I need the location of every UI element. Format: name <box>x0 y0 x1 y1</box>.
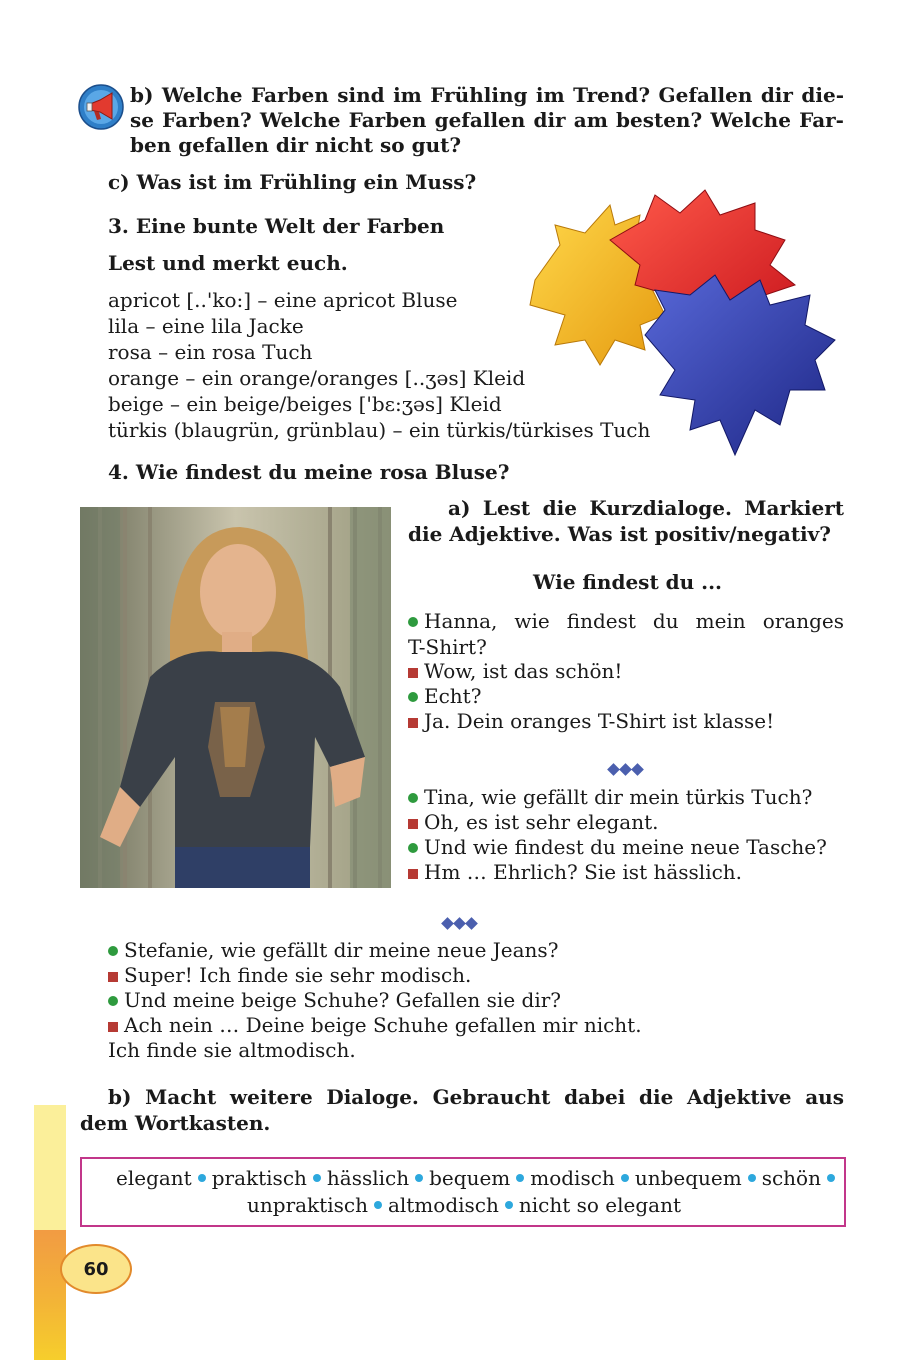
task-b-heading-line: se Farben? Welche Farben gefallen dir am besten? Welche Far- <box>130 108 844 132</box>
task-4b-line: b) Macht weitere Dialoge. Gebraucht dabei die Adjektive aus <box>108 1085 844 1109</box>
dialog-line: Ja. Dein oranges T-Shirt ist klasse! <box>408 708 774 734</box>
word-item: hässlich <box>326 1166 410 1190</box>
section-4-title: 4. Wie findest du meine rosa Bluse? <box>108 460 510 484</box>
dialog-line: Hm … Ehrlich? Sie ist hässlich. <box>408 859 742 885</box>
section-3-title: 3. Eine bunte Welt der Farben <box>108 214 445 238</box>
separator-dot-icon <box>374 1201 382 1209</box>
word-item: unpraktisch <box>247 1193 368 1217</box>
separator-dot-icon <box>198 1174 206 1182</box>
separator-dot-icon <box>748 1174 756 1182</box>
separator-dot-icon <box>505 1201 513 1209</box>
green-bullet-icon <box>408 793 418 803</box>
separator-dot-icon <box>415 1174 423 1182</box>
word-box-row <box>116 1165 841 1191</box>
dialog-line: T-Shirt? <box>408 635 487 659</box>
red-bullet-icon <box>408 718 418 728</box>
dialog-line: Echt? <box>408 683 481 709</box>
word-item: praktisch <box>211 1166 307 1190</box>
task-4b-line: dem Wortkasten. <box>80 1111 271 1135</box>
green-bullet-icon <box>108 946 118 956</box>
side-band-orange <box>34 1230 66 1360</box>
dialog-line: Hanna, wie findest du mein oranges <box>408 609 844 634</box>
separator-dot-icon <box>827 1174 835 1182</box>
word-box <box>80 1157 846 1227</box>
word-item: nicht so elegant <box>518 1193 682 1217</box>
word-item: elegant <box>116 1166 192 1190</box>
color-entry: orange – ein orange/oranges [..ʒəs] Kleid <box>108 366 526 390</box>
page-number: 60 <box>60 1244 132 1294</box>
task-c-heading: c) Was ist im Frühling ein Muss? <box>108 170 477 194</box>
green-bullet-icon <box>408 617 418 627</box>
dialog-separator-icon <box>609 759 645 778</box>
dialog-line: Wow, ist das schön! <box>408 658 622 684</box>
dialog-line: Oh, es ist sehr elegant. <box>408 809 658 835</box>
word-item: schön <box>761 1166 821 1190</box>
color-entry: türkis (blaugrün, grünblau) – ein türkis/türkises Tuch <box>108 418 651 442</box>
red-bullet-icon <box>408 668 418 678</box>
task-4a-line: die Adjektive. Was ist positiv/negativ? <box>408 522 831 546</box>
dialog-line: Ich finde sie altmodisch. <box>108 1038 356 1062</box>
task-b-heading-line: ben gefallen dir nicht so gut? <box>130 133 462 157</box>
photo-girl-in-blouse <box>80 507 391 888</box>
red-bullet-icon <box>408 869 418 879</box>
paint-splash-illustration <box>515 185 845 460</box>
dialog-line: Und meine beige Schuhe? Gefallen sie dir? <box>108 987 561 1013</box>
color-entry: rosa – ein rosa Tuch <box>108 340 313 364</box>
green-bullet-icon <box>108 996 118 1006</box>
word-item: unbequem <box>634 1166 742 1190</box>
red-bullet-icon <box>408 819 418 829</box>
dialog-line: Tina, wie gefällt dir mein türkis Tuch? <box>408 784 812 810</box>
color-entry: lila – eine lila Jacke <box>108 314 304 338</box>
dialog-separator-icon <box>443 913 479 932</box>
color-entry: apricot [..'ko:] – eine apricot Bluse <box>108 288 458 312</box>
task-4a-line: a) Lest die Kurzdialoge. Markiert <box>448 496 844 520</box>
separator-dot-icon <box>621 1174 629 1182</box>
red-bullet-icon <box>108 972 118 982</box>
word-box-row <box>247 1192 681 1218</box>
section-3-instruction: Lest und merkt euch. <box>108 251 348 275</box>
separator-dot-icon <box>516 1174 524 1182</box>
task-b-heading-line: b) Welche Farben sind im Frühling im Trend? Gefallen dir die- <box>130 83 844 107</box>
word-item: bequem <box>429 1166 511 1190</box>
dialog-line: Super! Ich finde sie sehr modisch. <box>108 962 471 988</box>
word-item: altmodisch <box>387 1193 499 1217</box>
dialog-line: Ach nein … Deine beige Schuhe gefallen mir nicht. <box>108 1012 642 1038</box>
red-bullet-icon <box>108 1022 118 1032</box>
dialog-line: Und wie findest du meine neue Tasche? <box>408 834 827 860</box>
megaphone-icon <box>78 84 124 130</box>
dialog-line: Stefanie, wie gefällt dir meine neue Jeans? <box>108 937 558 963</box>
word-item: modisch <box>530 1166 615 1190</box>
dialog-title: Wie findest du ... <box>533 570 723 594</box>
green-bullet-icon <box>408 692 418 702</box>
separator-dot-icon <box>313 1174 321 1182</box>
green-bullet-icon <box>408 843 418 853</box>
color-entry: beige – ein beige/beiges ['bɛ:ʒəs] Kleid <box>108 392 502 416</box>
